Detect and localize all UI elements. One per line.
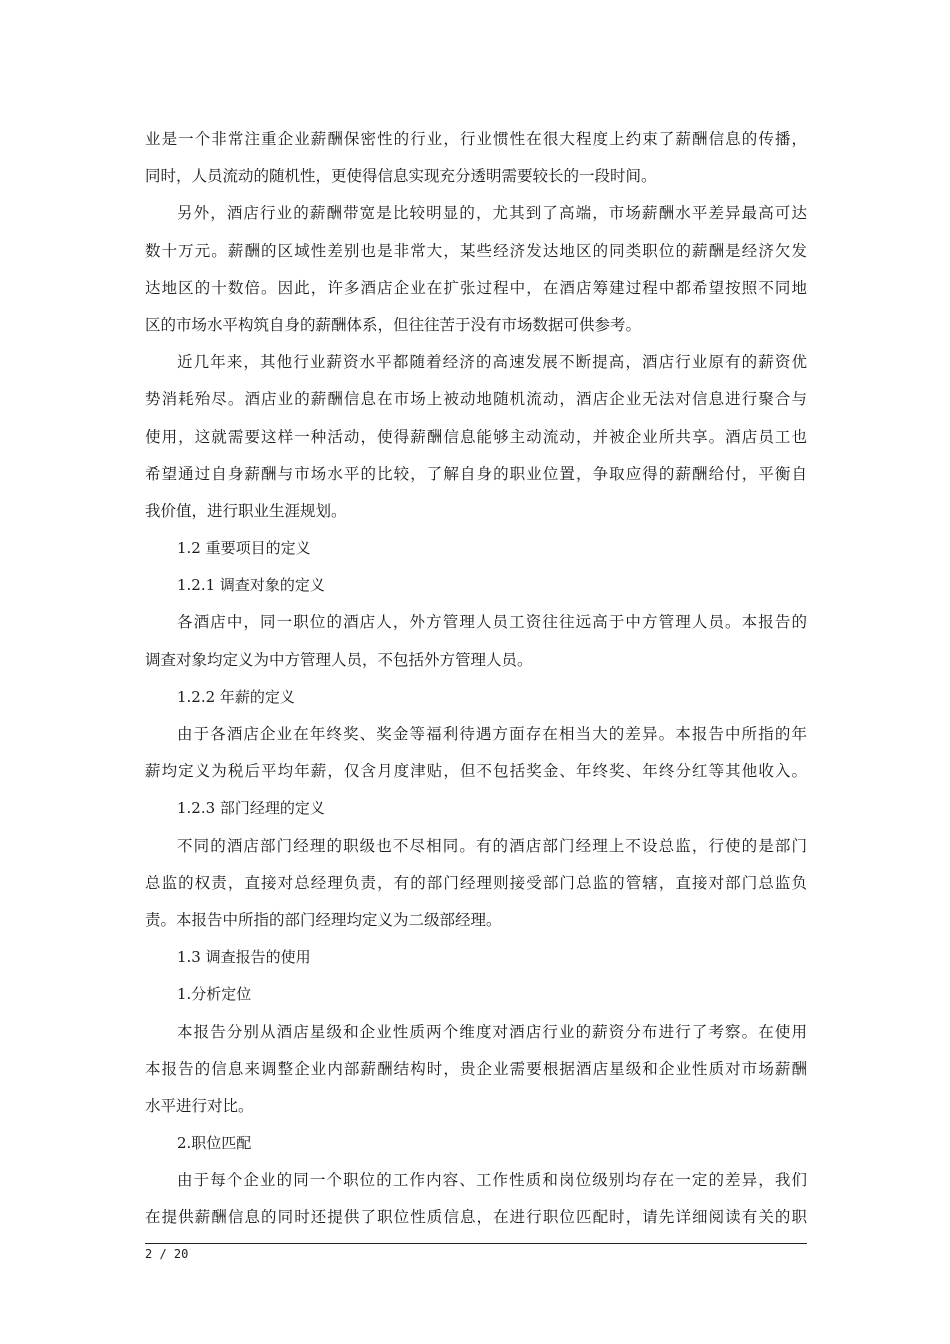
- section-heading: 1.2.3 部门经理的定义: [177, 799, 325, 818]
- text-line: 调查对象均定义为中方管理人员，不包括外方管理人员。: [145, 650, 533, 669]
- text-line: 数十万元。薪酬的区域性差别也是非常大，某些经济发达地区的同类职位的薪酬是经济欠发: [145, 241, 807, 260]
- text-line: 本报告的信息来调整企业内部薪酬结构时，贵企业需要根据酒店星级和企业性质对市场薪酬: [145, 1059, 807, 1078]
- text-line: 业是一个非常注重企业薪酬保密性的行业，行业惯性在很大程度上约束了薪酬信息的传播，: [145, 130, 807, 148]
- text-line: 责。本报告中所指的部门经理均定义为二级部经理。: [145, 910, 502, 929]
- page-number: 2 / 20: [145, 1247, 189, 1261]
- footer-divider: [145, 1243, 807, 1244]
- text-line: 不同的酒店部门经理的职级也不尽相同。有的酒店部门经理上不设总监，行使的是部门: [177, 836, 807, 855]
- body-text: [145, 121, 807, 1237]
- text-line: 使用，这就需要这样一种活动，使得薪酬信息能够主动流动，并被企业所共享。酒店员工也: [145, 427, 807, 446]
- section-heading: 1.2.2 年薪的定义: [177, 687, 295, 706]
- text-line: 近几年来，其他行业薪资水平都随着经济的高速发展不断提高，酒店行业原有的薪资优: [177, 353, 807, 372]
- text-line: 水平进行对比。: [145, 1096, 254, 1115]
- text-line: 另外，酒店行业的薪酬带宽是比较明显的，尤其到了高端，市场薪酬水平差异最高可达: [177, 204, 807, 223]
- text-line: 薪均定义为税后平均年薪，仅含月度津贴，但不包括奖金、年终奖、年终分红等其他收入。: [145, 762, 807, 781]
- section-heading: 2.职位匹配: [177, 1134, 252, 1153]
- text-line: 我价值，进行职业生涯规划。: [145, 501, 347, 520]
- text-line: 同时，人员流动的随机性，更使得信息实现充分透明需要较长的一段时间。: [145, 167, 657, 186]
- text-line: 区的市场水平构筑自身的薪酬体系，但往往苦于没有市场数据可供参考。: [145, 315, 642, 334]
- text-line: 由于各酒店企业在年终奖、奖金等福利待遇方面存在相当大的差异。本报告中所指的年: [177, 725, 807, 743]
- text-line: 总监的权责，直接对总经理负责，有的部门经理则接受部门总监的管辖，直接对部门总监负: [145, 873, 807, 892]
- text-line: 本报告分别从酒店星级和企业性质两个维度对酒店行业的薪资分布进行了考察。在使用: [177, 1022, 807, 1041]
- section-heading: 1.分析定位: [177, 985, 252, 1004]
- text-line: 各酒店中，同一职位的酒店人，外方管理人员工资往往远高于中方管理人员。本报告的: [177, 613, 807, 632]
- text-line: 在提供薪酬信息的同时还提供了职位性质信息，在进行职位匹配时，请先详细阅读有关的职: [145, 1208, 807, 1227]
- text-line: 由于每个企业的同一个职位的工作内容、工作性质和岗位级别均存在一定的差异，我们: [177, 1171, 807, 1190]
- text-line: 势消耗殆尽。酒店业的薪酬信息在市场上被动地随机流动，酒店企业无法对信息进行聚合与: [145, 390, 807, 409]
- section-heading: 1.2.1 调查对象的定义: [177, 576, 325, 595]
- section-heading: 1.3 调查报告的使用: [177, 948, 311, 967]
- section-heading: 1.2 重要项目的定义: [177, 539, 311, 558]
- text-line: 希望通过自身薪酬与市场水平的比较，了解自身的职业位置，争取应得的薪酬给付，平衡自: [145, 464, 807, 483]
- text-line: 达地区的十数倍。因此，许多酒店企业在扩张过程中，在酒店筹建过程中都希望按照不同地: [145, 278, 807, 297]
